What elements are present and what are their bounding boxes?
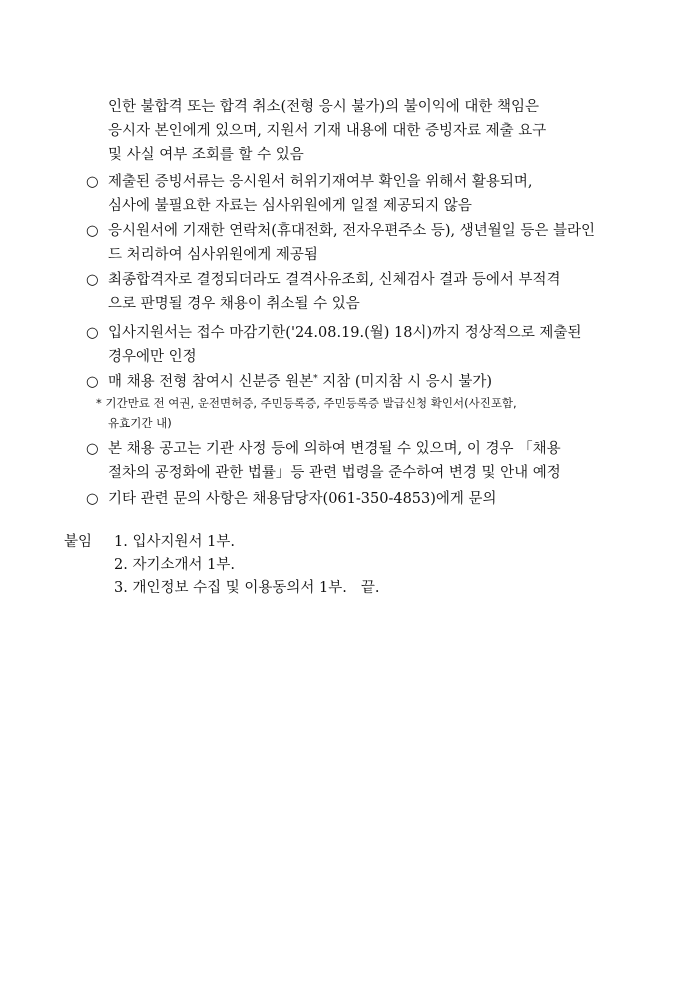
bullet-item [86,487,666,511]
intro-paragraph [86,95,666,167]
circle-bullet-icon: ○ [86,374,99,390]
text-line: 기타 관련 문의 사항은 채용담당자(061-350-4853)에게 문의 [108,491,497,507]
text-line: 제출된 증빙서류는 응시원서 허위기재여부 확인을 위해서 활용되며, [108,174,533,190]
text-line: 으로 판명될 경우 채용이 취소될 수 있음 [108,296,360,312]
bullet-item [86,370,666,394]
text-line: 드 처리하여 심사위원에게 제공됨 [108,247,318,263]
attachments-section [64,531,379,600]
text-line: 응시자 본인에게 있으며, 지원서 기재 내용에 대한 증빙자료 제출 요구 [108,123,547,139]
text-line: 매 채용 전형 참여시 신분증 원본 [108,374,314,390]
circle-bullet-icon: ○ [86,441,99,457]
circle-bullet-icon: ○ [86,325,99,341]
bullet-item [86,437,666,485]
attachment-item: 1. 입사지원서 1부. [114,534,235,550]
text-line: 및 사실 여부 조회를 할 수 있음 [108,147,304,163]
text-line: 절차의 공정화에 관한 법률」등 관련 법령을 준수하여 변경 및 안내 예정 [108,465,561,481]
attachment-item: 2. 자기소개서 1부. [114,557,235,573]
text-line: 입사지원서는 접수 마감기한('24.08.19.(월) 18시)까지 정상적으로 제출된 [108,325,582,341]
attachment-item-text: 3. 개인정보 수집 및 이용동의서 1부. [114,580,347,596]
bullet-item [86,268,666,316]
text-line: 응시원서에 기재한 연락처(휴대전화, 전자우편주소 등), 생년월일 등은 블라인 [108,223,596,239]
circle-bullet-icon: ○ [86,223,99,239]
circle-bullet-icon: ○ [86,491,99,507]
text-line: 본 채용 공고는 기관 사정 등에 의하여 변경될 수 있으며, 이 경우 「채용 [108,441,561,457]
text-line: 지참 (미지참 시 응시 불가) [317,374,493,390]
text-line: 인한 불합격 또는 합격 취소(전형 응시 불가)의 불이익에 대한 책임은 [108,99,539,115]
text-line: 경우에만 인정 [108,349,197,365]
bullet-item [86,170,666,218]
circle-bullet-icon: ○ [86,174,99,190]
attachments-label: 붙임 [64,534,93,550]
bullet-item [86,219,666,267]
footnote-line: * 기간만료 전 여권, 운전면허증, 주민등록증, 주민등록증 발급신청 확인서(사진포함, [96,396,517,410]
footnote-marker: * [313,374,318,384]
id-footnote [96,393,666,433]
end-mark: 끝. [360,580,380,596]
text-line: 심사에 불필요한 자료는 심사위원에게 일절 제공되지 않음 [108,198,472,214]
bullet-item [86,321,666,369]
footnote-line: 유효기간 내) [108,416,172,430]
text-line: 최종합격자로 결정되더라도 결격사유조회, 신체검사 결과 등에서 부적격 [108,272,561,288]
attachment-item [114,577,379,600]
circle-bullet-icon: ○ [86,272,99,288]
